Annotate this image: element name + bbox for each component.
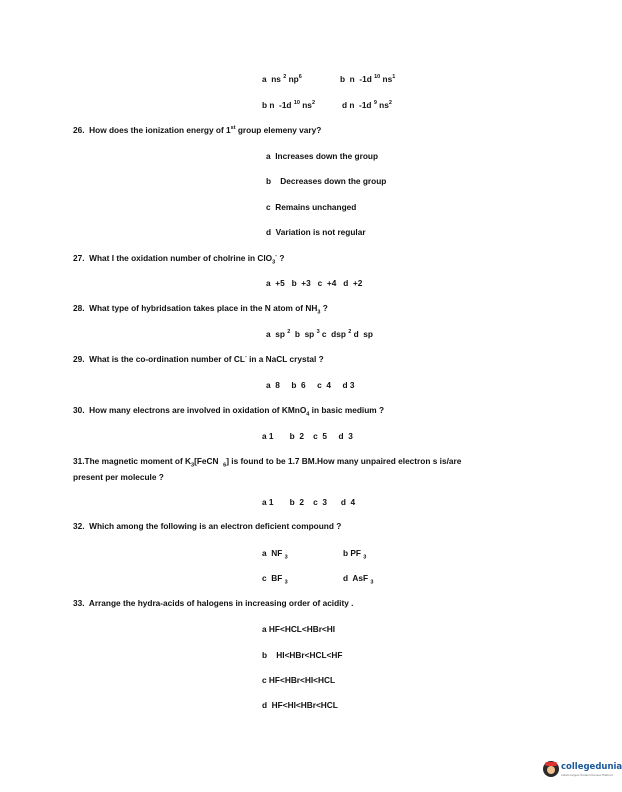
q32-option-d: d AsF $_3$ <box>343 573 374 586</box>
q33-option-b: b HI<HBr<HCL<HF <box>262 650 343 660</box>
q29-options: a 8 b 6 c 4 d 3 <box>266 380 355 390</box>
q33-option-c: c HF<HBr<HI<HCL <box>262 675 336 685</box>
q29-question: 29. What is the co-ordination number of CL- in a NaCL crystal ? <box>73 354 324 364</box>
q27-options: a +5 b +3 c +4 d +2 <box>266 278 363 288</box>
q30-options: a 1 b 2 c 5 d 3 <box>262 431 353 441</box>
logo-tagline: India's largest Student Review Platform <box>561 773 614 777</box>
q31-question-line2: present per molecule ? <box>73 472 164 482</box>
q27-question: 27. What I the oxidation number of cholrine in ClO$_3$- ? <box>73 253 285 266</box>
q31-question: 31.The magnetic moment of $K_3[FeCN$ $_6$] is found to be 1.7 BM.How many unpaired electron s is/are <box>73 456 462 469</box>
q26-option-d: d Variation is not regular <box>266 227 366 237</box>
collegedunia-logo <box>543 760 622 782</box>
q33-option-d: d HF<HI<HBr<HCL <box>262 700 338 710</box>
q26-option-a: a Increases down the group <box>266 151 379 161</box>
q33-question: 33. Arrange the hydra-acids of halogens in increasing order of acidity . <box>73 598 354 608</box>
q25-option-b2: b n -1d $^{10}$ $ns^2$ <box>262 100 315 110</box>
q32-option-c: c BF $_3$ <box>262 573 288 586</box>
q26-option-b: b Decreases down the group <box>266 176 387 186</box>
q25-option-a: a ns $^2$ $np^6$ <box>262 74 302 84</box>
q26-option-c: c Remains unchanged <box>266 202 357 212</box>
graduate-avatar-icon <box>543 761 559 777</box>
q31-options: a 1 b 2 c 3 d 4 <box>262 497 356 507</box>
q30-question: 30. How many electrons are involved in oxidation of KMnO$_4$ in basic medium ? <box>73 405 385 418</box>
q28-question: 28. What type of hybridsation takes place in the N atom of $NH_3$ ? <box>73 303 328 316</box>
q28-options: a sp $^2$ b sp $^3$ c dsp $^2$ d sp <box>266 329 373 339</box>
q26-question: 26. How does the ionization energy of 1st group elemeny vary? <box>73 125 322 135</box>
q25-option-b: b n -1d $^{10}$ $ns^1$ <box>340 74 396 84</box>
q32-question: 32. Which among the following is an electron deficient compound ? <box>73 521 342 531</box>
q33-option-a: a HF<HCL<HBr<HI <box>262 624 336 634</box>
q32-option-b: b PF $_3$ <box>343 548 367 561</box>
q32-option-a: a NF $_3$ <box>262 548 288 561</box>
logo-text: collegedunia <box>561 762 622 772</box>
q25-option-d: d n -1d $^9$ $ns^2$ <box>342 100 392 110</box>
